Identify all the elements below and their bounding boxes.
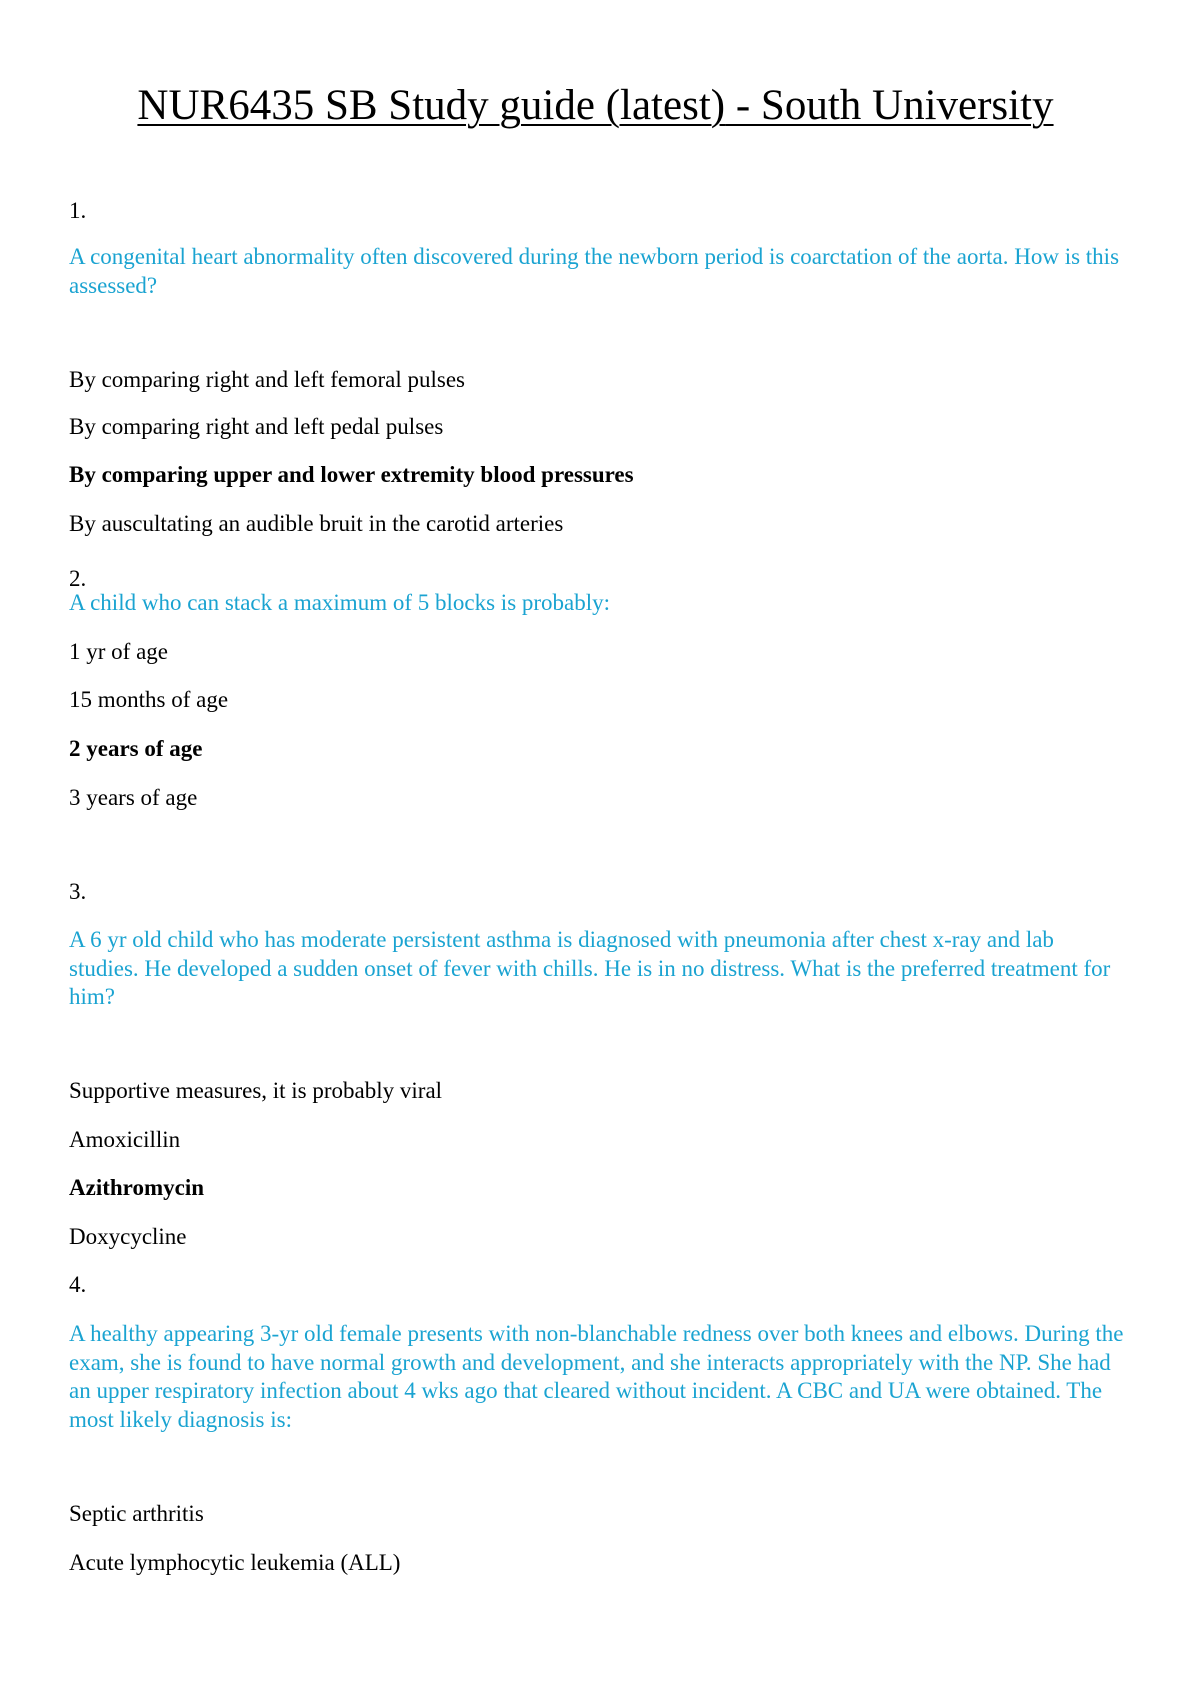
title-institution: - South University [725, 82, 1054, 129]
question-number: 3. [69, 879, 87, 904]
question-text: A child who can stack a maximum of 5 blocks is probably: [69, 590, 611, 615]
question-text: A 6 yr old child who has moderate persistent asthma is diagnosed with pneumonia after chest x-ray and lab studies. He developed a sudden onset of fever with chills. He is in no distress. What is the preferred treatment for him? [69, 927, 1111, 1009]
answer-option: Supportive measures, it is probably viral [69, 1078, 443, 1103]
answer-option: Doxycycline [69, 1224, 187, 1249]
answer-option: 1 yr of age [69, 639, 168, 664]
title-main: NUR6435 SB Study guide (latest) [137, 82, 726, 129]
answer-option: By comparing right and left femoral pulses [69, 367, 466, 392]
answer-option-correct: By comparing upper and lower extremity blood pressures [69, 462, 634, 487]
answer-option-correct: 2 years of age [69, 736, 203, 761]
document-title [0, 78, 1191, 134]
question-number: 2. [69, 566, 87, 591]
answer-option: Amoxicillin [69, 1127, 181, 1152]
answer-option: Acute lymphocytic leukemia (ALL) [69, 1550, 401, 1575]
answer-option: By comparing right and left pedal pulses [69, 414, 444, 439]
answer-option: 3 years of age [69, 785, 198, 810]
question-text: A healthy appearing 3-yr old female presents with non-blanchable redness over both knees and elbows. During the exam, she is found to have normal growth and development, and she interacts appropriately with the NP. She had an upper respiratory infection about 4 wks ago that cleared without incident. A CBC and UA were obtained. The most likely diagnosis is: [69, 1321, 1124, 1432]
answer-option: 15 months of age [69, 687, 229, 712]
question-text: A congenital heart abnormality often discovered during the newborn period is coarctation of the aorta. How is this assessed? [69, 244, 1120, 298]
answer-option-correct: Azithromycin [69, 1175, 205, 1200]
question-number: 1. [69, 198, 87, 223]
question-number: 4. [69, 1272, 87, 1297]
answer-option: By auscultating an audible bruit in the carotid arteries [69, 511, 564, 536]
answer-option: Septic arthritis [69, 1501, 204, 1526]
